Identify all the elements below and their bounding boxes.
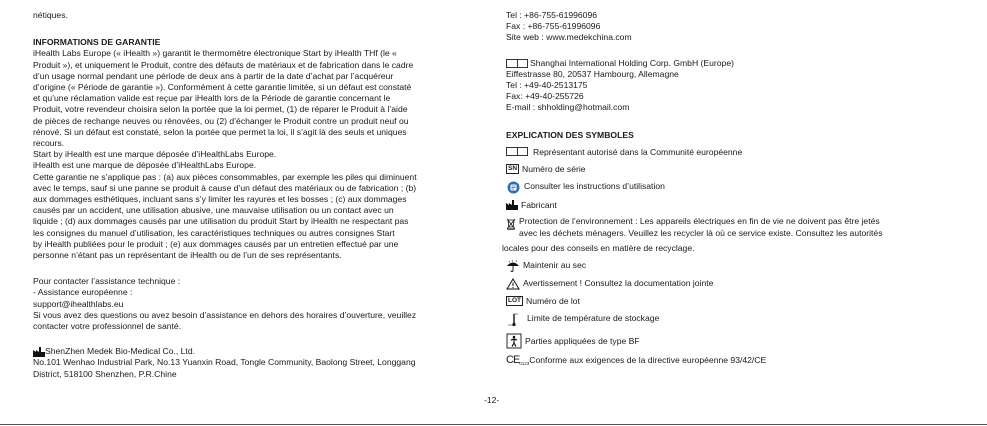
warranty-line: Cette garantie ne s’applique pas : (a) aux pièces consommables, par exemple les piles qui diminuent [33, 171, 417, 182]
warranty-line: avec le temps, sauf si une panne se produit à cause d’un défaut des matériaux ou de fabrication ; (b) [33, 182, 417, 193]
warranty-line: et qu’une réclamation valide est reçue par iHealth lors de la Période de garantie concernant le [33, 93, 391, 104]
weee-bin-icon [506, 218, 516, 230]
ec-rep-symbol-icon [506, 147, 528, 156]
lot-number-icon: LOT [508, 297, 521, 305]
manufacturer-block [33, 346, 483, 380]
support-line: contacter votre professionnel de santé. [33, 321, 182, 332]
support-line: Si vous avez des questions ou avez besoin d’assistance en dehors des horaires d’ouverture, veuillez [33, 309, 417, 320]
support-line: Pour contacter l’assistance technique : [33, 276, 181, 287]
warranty-line: liquide ; (d) aux dommages causés par une utilisation du produit Start by iHealth ne respectant pas [33, 216, 409, 227]
warranty-line: les consignes du manuel d’utilisation, les caractéristiques techniques ou autres consignes Start [33, 227, 395, 238]
warranty-line: de pièces de rechange neuves ou rénovées, ou (2) d’échanger le Produit contre un produit neuf ou [33, 115, 409, 126]
symbol-ce [506, 355, 976, 366]
warranty-line: personne n’étant pas un représentant de iHealth ou de l’un de ses représentants. [33, 250, 342, 261]
symbol-serial [506, 164, 976, 175]
ec-rep-email: E-mail : shholding@hotmail.com [506, 102, 630, 113]
symbol-ec-rep [506, 147, 976, 158]
warranty-line: aux dommages esthétiques, incluant sans s’y limiter les rayures et les bosses ; (c) aux dommages [33, 194, 407, 205]
symbol-weee-text: locales pour des conseils en matière de recyclage. [502, 242, 695, 253]
ec-rep-address: Eiffestrasse 80, 20537 Hambourg, Allemagne [506, 68, 679, 79]
contact-tel: Tel : +86-755-61996096 [506, 10, 598, 20]
right-column [502, 10, 976, 367]
umbrella-icon [506, 260, 520, 272]
symbols-heading: EXPLICATION DES SYMBOLES [506, 129, 634, 140]
support-email: support@ihealthlabs.eu [33, 298, 124, 309]
contact-fax: Fax : +86-755-61996096 [506, 21, 601, 32]
warranty-line: causés par un accident, une utilisation abusive, une mauvaise utilisation ou un contact avec un [33, 205, 394, 216]
manufacturer-address-line: District, 518100 Shenzhen, P.R.Chine [33, 368, 177, 379]
symbol-weee [506, 216, 976, 238]
warranty-line: Produit, votre revendeur choisira selon la portée que la loi permet, (1) de réparer le Produit à l’aide [33, 104, 408, 115]
footer-divider [0, 424, 987, 425]
symbol-warning-text: Avertissement ! Consultez la documentation jointe [523, 278, 714, 289]
symbol-lot [506, 296, 976, 307]
warranty-line: Produit »), et uniquement le Produit, contre des défauts de matériaux et de fabrication dans le cadre [33, 59, 414, 70]
warranty-line: recours. [33, 138, 65, 149]
warranty-line: d’un usage normal pendant une période de deux ans à partir de la date d’achat par l’acquéreur [33, 70, 394, 81]
ec-rep-fax: Fax: +49-40-255726 [506, 91, 584, 102]
symbol-lot-text: Numéro de lot [526, 296, 580, 307]
warranty-line: d’origine (« Période de garantie »). Conformément à cette garantie limitée, si un défaut est constaté [33, 82, 412, 93]
symbol-ifu [506, 181, 976, 194]
symbol-bf-text: Parties appliquées de type BF [525, 336, 640, 347]
symbol-temperature-text: Limite de température de stockage [527, 313, 660, 324]
support-line: - Assistance européenne : [33, 287, 133, 298]
manufacturer-symbol-icon [506, 200, 518, 210]
ec-rep-name: Shanghai International Holding Corp. GmbH (Europe) [530, 57, 734, 68]
symbol-warning [506, 278, 976, 290]
symbol-ce-text: Conforme aux exigences de la directive européenne 93/42/CE [529, 355, 767, 366]
page-number: -12- [484, 395, 500, 405]
top-fragment: nétiques. [33, 10, 68, 20]
symbol-weee-text: avec les déchets ménagers. Veuillez les recycler là où ce service existe. Consultez les autorités [519, 227, 883, 238]
symbol-serial-text: Numéro de série [522, 164, 586, 175]
symbol-weee-text: Protection de l’environnement : Les appareils électriques en fin de vie ne doivent pas être jetés [519, 216, 880, 227]
symbol-manufacturer-text: Fabricant [521, 200, 557, 211]
symbol-ec-rep-text: Représentant autorisé dans la Communité européenne [533, 146, 743, 157]
warranty-line: iHealth Labs Europe (« iHealth ») garantit le thermomètre électronique Start by iHealth THf (le « [33, 48, 397, 59]
warranty-line: Start by iHealth est une marque déposée d’iHealthLabs Europe. [33, 149, 277, 160]
warning-icon [506, 278, 520, 290]
symbol-manufacturer [506, 200, 976, 211]
ec-rep-block [506, 58, 976, 114]
instructions-icon [506, 181, 521, 194]
warranty-line: rénové. Si un défaut est constaté, selon la portée que permet la loi, il s’agit là des seuls et uniques [33, 126, 407, 137]
support-section [33, 276, 483, 332]
ec-rep-icon [506, 59, 528, 68]
symbol-bf [506, 333, 976, 349]
left-column [33, 10, 483, 380]
warranty-text [33, 48, 483, 261]
contact-website: Site web : www.medekchina.com [506, 32, 632, 43]
manufacturer-contact [506, 10, 976, 44]
manufacturer-name: ShenZhen Medek Bio-Medical Co., Ltd. [45, 346, 195, 357]
warranty-line: by iHealth publiées pour le produit ; (e) aux dommages causés par un entretien effectué par une [33, 238, 399, 249]
symbol-dry-text: Maintenir au sec [523, 260, 587, 271]
temperature-limit-icon [506, 313, 524, 327]
symbol-ifu-text: Consulter les instructions d’utilisation [524, 181, 665, 192]
symbol-dry [506, 260, 976, 272]
bf-applied-part-icon [506, 333, 522, 349]
warranty-line: iHealth est une marque de déposée d’iHealthLabs Europe. [33, 160, 257, 171]
ce-mark-icon: CE [506, 354, 520, 367]
manufacturer-address-line: No.101 Wenhao Industrial Park, No.13 Yuanxin Road, Tongle Community, Baolong Street, Longgang [33, 357, 416, 368]
serial-number-icon: SN [508, 165, 518, 173]
symbol-temperature [506, 313, 976, 327]
manufacturer-icon [33, 347, 45, 357]
warranty-heading: INFORMATIONS DE GARANTIE [33, 37, 161, 48]
ce-notified-body-number: 0123 [519, 361, 530, 367]
ec-rep-tel: Tel : +49-40-2513175 [506, 80, 588, 91]
